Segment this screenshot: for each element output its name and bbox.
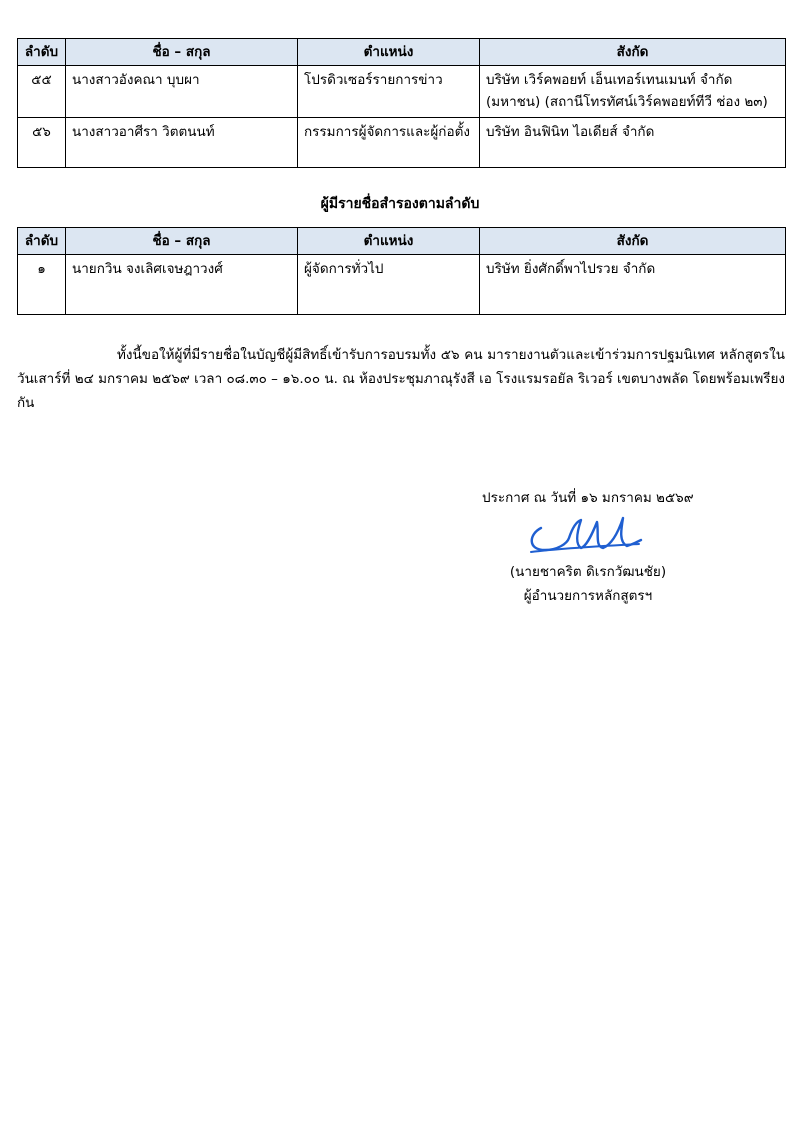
paragraph-text: ทั้งนี้ขอให้ผู้ที่มีรายชื่อในบัญชีผู้มีสิทธิ์เข้ารับการอบรมทั้ง ๕๖ คน มารายงานตัวและเข้าร่วมการปฐมนิเทศ หลักสูตรในวันเสาร์ที่ ๒๔ มกราคม ๒๕๖๙ เวลา ๐๘.๓๐ – ๑๖.๐๐ น. ณ ห้องประชุมภาณุรังสี เอ โรงแรมรอยัล ริเวอร์ เขตบางพลัด โดยพร้อมเพรียงกัน [17, 347, 785, 411]
row-no: ๕๖ [18, 118, 66, 168]
table-row [18, 66, 786, 118]
affiliation-line: บริษัท ยิ่งศักดิ์พาไปรวย จำกัด [486, 261, 656, 277]
header-name: ชื่อ – สกุล [66, 39, 298, 66]
affiliation-line: (มหาชน) (สถานีโทรทัศน์เวิร์คพอยท์ทีวี ช่อง ๒๓) [486, 94, 768, 110]
affiliation-line: บริษัท อินฟินิท ไอเดียส์ จำกัด [486, 124, 655, 140]
row-position: โปรดิวเซอร์รายการข่าว [298, 66, 480, 118]
header-affiliation: สังกัด [480, 228, 786, 255]
reserve-table [17, 227, 786, 315]
table-row [18, 118, 786, 168]
header-affiliation: สังกัด [480, 39, 786, 66]
table-row [18, 255, 786, 315]
header-no: ลำดับ [18, 228, 66, 255]
row-position: ผู้จัดการทั่วไป [298, 255, 480, 315]
signer-name: (นายชาคริต ดิเรกวัฒนชัย) [509, 564, 667, 580]
signature-image [523, 508, 643, 558]
participants-table [17, 38, 786, 168]
instruction-paragraph [17, 343, 785, 415]
table-header-row [18, 228, 786, 255]
row-affiliation [480, 255, 786, 315]
row-affiliation [480, 118, 786, 168]
row-name: นางสาวอังคณา บุบผา [66, 66, 298, 118]
row-name: นางสาวอาศีรา วิตตนนท์ [66, 118, 298, 168]
header-position: ตำแหน่ง [298, 228, 480, 255]
announcement-date: ประกาศ ณ วันที่ ๑๖ มกราคม ๒๕๖๙ [482, 490, 694, 506]
row-name: นายกวิน จงเลิศเจษฎาวงศ์ [66, 255, 298, 315]
header-name: ชื่อ – สกุล [66, 228, 298, 255]
signer-title: ผู้อำนวยการหลักสูตรฯ [523, 588, 653, 604]
table-header-row [18, 39, 786, 66]
affiliation-line: บริษัท เวิร์คพอยท์ เอ็นเทอร์เทนเมนท์ จำกัด [486, 72, 733, 88]
reserve-heading: ผู้มีรายชื่อสำรองตามลำดับ [320, 196, 480, 212]
header-position: ตำแหน่ง [298, 39, 480, 66]
row-no: ๕๕ [18, 66, 66, 118]
row-position: กรรมการผู้จัดการและผู้ก่อตั้ง [298, 118, 480, 168]
row-no: ๑ [18, 255, 66, 315]
row-affiliation [480, 66, 786, 118]
header-no: ลำดับ [18, 39, 66, 66]
